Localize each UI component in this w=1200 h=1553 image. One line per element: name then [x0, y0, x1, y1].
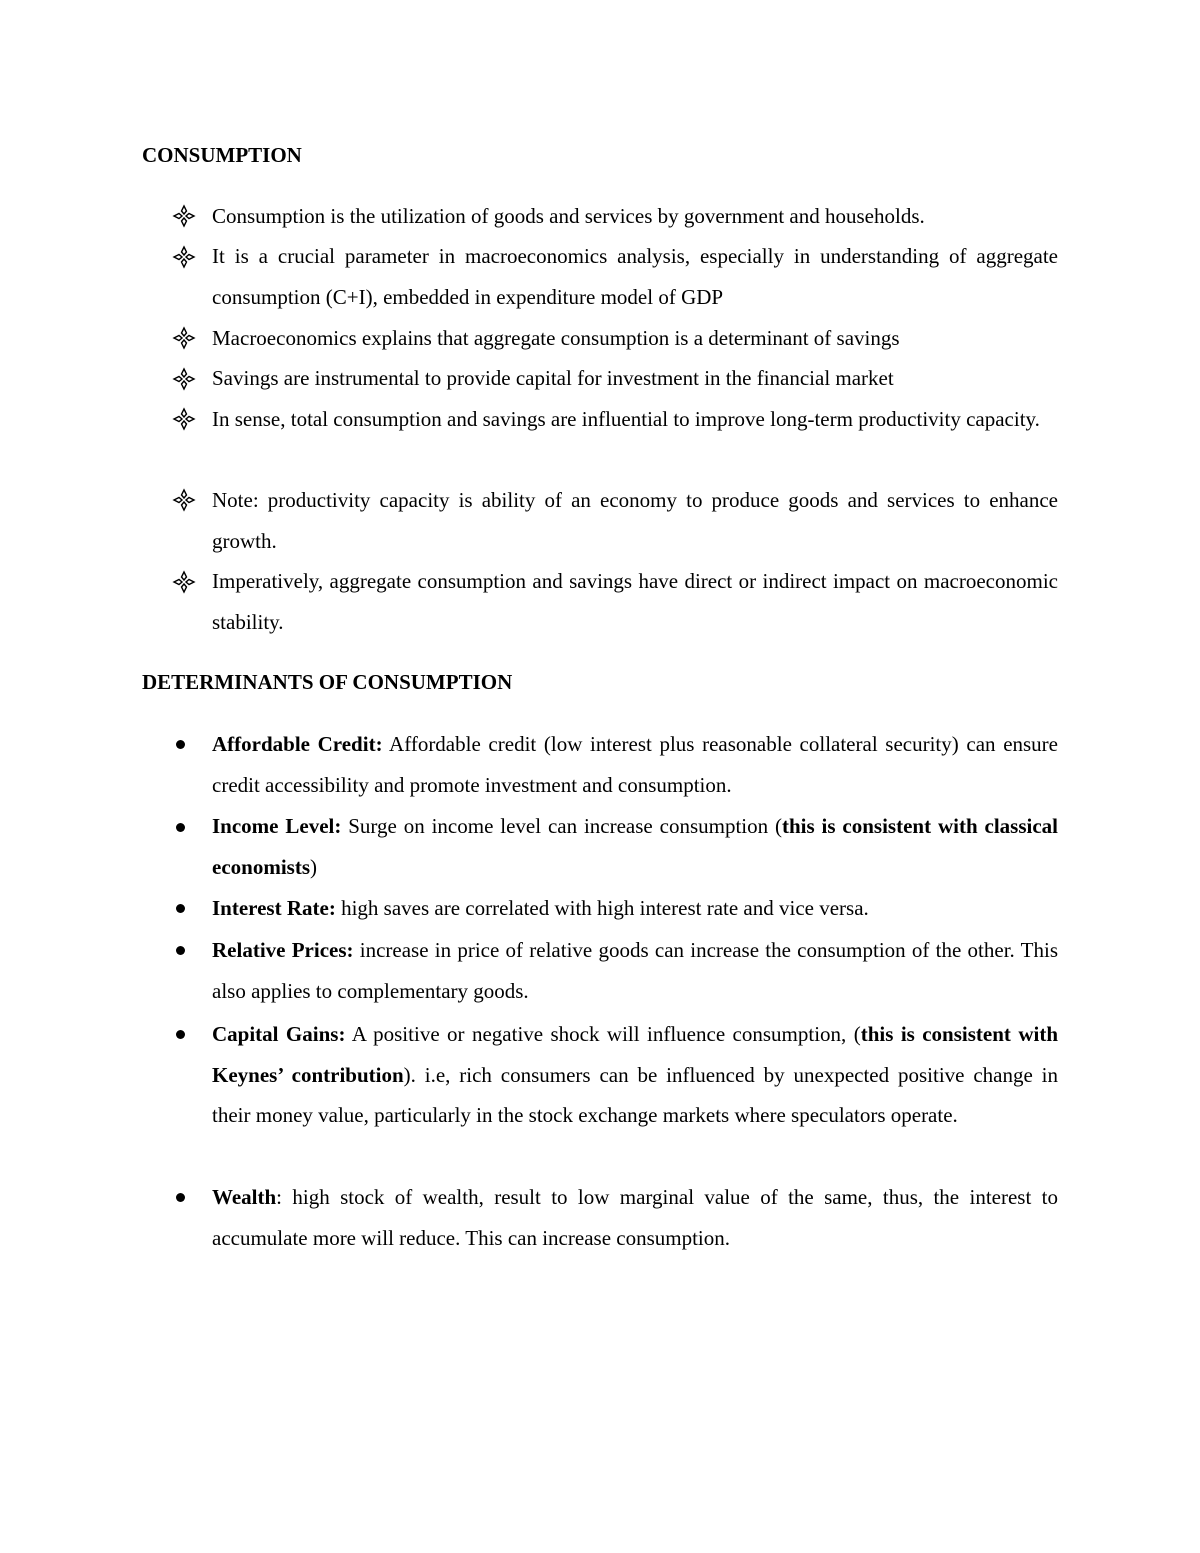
- consumption-point-3: Macroeconomics explains that aggregate consumption is a determinant of savings: [212, 326, 900, 350]
- determinant-text: high saves are correlated with high interest rate and vice versa.: [335, 896, 869, 920]
- four-diamond-star-icon: [172, 367, 196, 391]
- determinant-emphasis: this is consistent with classical economists: [212, 814, 1058, 879]
- determinant-text-end: ): [310, 854, 317, 879]
- four-diamond-star-icon: [172, 204, 196, 228]
- determinant-emphasis: this is consistent with Keynes’ contribution: [212, 1022, 1058, 1087]
- determinant-wealth: [212, 1177, 1058, 1258]
- four-diamond-star-icon: [172, 245, 196, 269]
- consumption-point-2: It is a crucial parameter in macroeconomics analysis, especially in understanding of aggregate consumption (C+I), embedded in expenditure model of GDP: [212, 244, 1058, 309]
- determinant-income-level: [212, 806, 1058, 887]
- four-diamond-star-icon: [172, 407, 196, 431]
- determinant-term: Affordable Credit:: [212, 732, 383, 756]
- determinant-relative-prices: [212, 930, 1058, 1011]
- four-diamond-star-icon: [172, 570, 196, 594]
- determinant-text: increase in price of relative goods can increase the consumption of the other. This also applies to complementary goods.: [212, 938, 1058, 1003]
- determinant-term: Relative Prices:: [212, 938, 354, 962]
- section-heading-consumption: CONSUMPTION: [142, 143, 302, 167]
- four-diamond-star-icon: [172, 326, 196, 350]
- bullet-dot-icon: [176, 823, 185, 832]
- consumption-point-4: Savings are instrumental to provide capital for investment in the financial market: [212, 366, 894, 390]
- determinant-term: Capital Gains:: [212, 1022, 346, 1046]
- determinant-text: : high stock of wealth, result to low marginal value of the same, thus, the interest to accumulate more will reduce. This can increase consumption.: [212, 1185, 1058, 1250]
- determinant-term: Income Level:: [212, 814, 342, 838]
- determinant-text-end: ). i.e, rich consumers can be influenced by unexpected positive change in their money value, particularly in the stock exchange markets where speculators operate.: [212, 1062, 1058, 1128]
- determinant-text: A positive or negative shock will influence consumption, (: [345, 1022, 861, 1046]
- determinant-text: Affordable credit (low interest plus reasonable collateral security) can ensure credit accessibility and promote investment and consumption.: [212, 732, 1058, 797]
- bullet-dot-icon: [176, 946, 185, 955]
- determinant-affordable-credit: [212, 724, 1058, 805]
- consumption-point-7: Imperatively, aggregate consumption and savings have direct or indirect impact on macroeconomic stability.: [212, 569, 1058, 634]
- bullet-dot-icon: [176, 1193, 185, 1202]
- bullet-dot-icon: [176, 1030, 185, 1039]
- section-heading-determinants: DETERMINANTS OF CONSUMPTION: [142, 670, 513, 694]
- bullet-dot-icon: [176, 740, 185, 749]
- determinant-term: Wealth: [212, 1185, 277, 1209]
- consumption-point-6: Note: productivity capacity is ability of an economy to produce goods and services to enhance growth.: [212, 488, 1058, 553]
- four-diamond-star-icon: [172, 488, 196, 512]
- bullet-dot-icon: [176, 904, 185, 913]
- determinant-text: Surge on income level can increase consumption (: [341, 814, 782, 838]
- determinant-term: Interest Rate:: [212, 896, 336, 920]
- determinant-capital-gains: [212, 1014, 1058, 1136]
- consumption-point-1: Consumption is the utilization of goods and services by government and households.: [212, 204, 925, 228]
- determinant-interest-rate: [212, 888, 1058, 929]
- consumption-point-5: In sense, total consumption and savings are influential to improve long-term productivity capacity.: [212, 407, 1040, 431]
